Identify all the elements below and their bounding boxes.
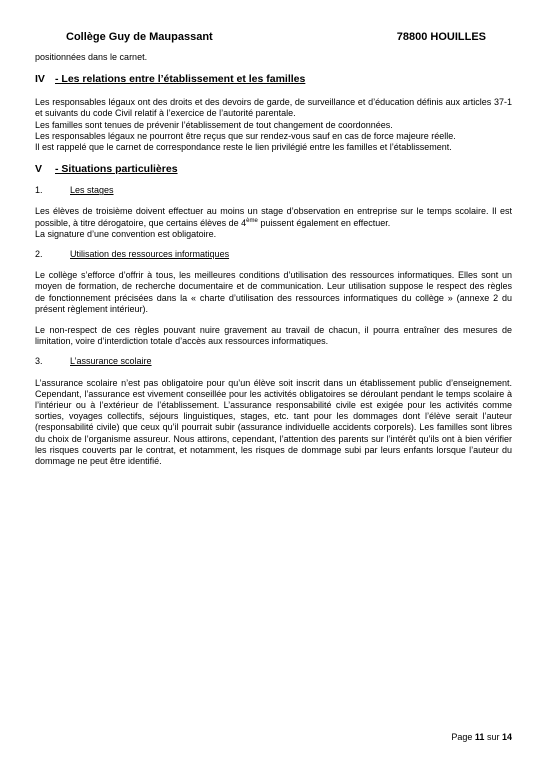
it-paragraph: Le collège s’efforce d’offrir à tous, les meilleures conditions d’utilisation des ressources informatiques. Elles sont un moyen de formation, de recherche documentaire et de communication. Leur utilisation suppose le respect des règles de fonctionnement précisées dans la « charte d’utilisation des ressources informatiques du collège » (annexe 2 du présent règlement intérieur). <box>35 270 512 314</box>
page-word: Page <box>451 732 473 742</box>
subsection-number: 3. <box>35 356 43 367</box>
school-name: Collège Guy de Maupassant <box>66 31 213 43</box>
subsection-2-title <box>35 249 512 260</box>
section-iv-paragraph: Il est rappelé que le carnet de correspondance reste le lien privilégié entre les familles et l’établissement. <box>35 142 452 153</box>
stages-convention-line: La signature d’une convention est obligatoire. <box>35 228 217 239</box>
school-city: 78800 HOUILLES <box>396 31 486 43</box>
stages-text: Les élèves de troisième doivent effectuer au moins un stage d’observation en entreprise sur le temps scolaire. Il est possible, à titre dérogatoire, que certains élèves de 4 <box>35 206 512 228</box>
subsection-1-title <box>35 185 512 196</box>
stages-text-end: puissent également en effectuer. <box>257 217 391 228</box>
section-iv-paragraph: Les responsables légaux ont des droits et des devoirs de garde, de surveillance et d’éducation définis aux articles 37-1 et suivants du code Civil relatif à l’exercice de l’autorité parentale. <box>35 97 512 119</box>
page-footer <box>0 732 512 742</box>
section-iv-paragraph: Les familles sont tenues de prévenir l’établissement de tout changement de coordonnées. <box>35 119 393 130</box>
section-v-title <box>35 163 512 176</box>
page-header <box>66 31 486 45</box>
page-total: 14 <box>501 732 512 742</box>
subsection-number: 2. <box>35 249 43 260</box>
section-iv-number: IV <box>35 73 45 86</box>
section-v-title-text: - Situations particulières <box>55 163 178 176</box>
it-paragraph: Le non-respect de ces règles pouvant nuire gravement au travail de chacun, il pourra entraîner des mesures de limitation, voire d’interdiction totale d’accès aux ressources informatiques. <box>35 325 512 347</box>
insurance-paragraph: L’assurance scolaire n’est pas obligatoire pour qu’un élève soit inscrit dans un établissement public d’enseignement. Cependant, l’assurance est vivement conseillée pour les activités obligatoires se déroulant pendant le temps scolaire à l’intérieur ou à l’extérieur de l’établissement. L’assurance responsabilité civile est exigée pour les activités comme sorties, voyages collectifs, séjours linguistiques, stages, etc. tant pour les dommages dont l’élève serait l’auteur (responsabilité civile) que ceux qu’il pourrait subir (assurance individuelle accidents corporels). Les familles sont libres du choix de l’organisme assureur. Nous attirons, cependant, l’attention des parents sur l’intérêt qu’ils ont à bien vérifier les risques couverts par le contrat, et notamment, les risques de dommage subi par leurs enfants lorsque l’auteur du dommage ne peut être identifié. <box>35 377 512 467</box>
subsection-number: 1. <box>35 185 43 196</box>
sur-word: sur <box>486 732 500 742</box>
section-v-number: V <box>35 163 43 176</box>
subsection-3-title <box>35 356 512 367</box>
section-iv-title <box>35 73 512 86</box>
subsection-label: L’assurance scolaire <box>70 356 152 367</box>
section-iv-title-text: - Les relations entre l’établissement et les familles <box>55 73 306 86</box>
stages-paragraph <box>35 206 512 228</box>
stages-superscript: ème <box>246 217 258 224</box>
subsection-label: Les stages <box>70 185 114 196</box>
document-body <box>35 52 512 467</box>
intro-line: positionnées dans le carnet. <box>35 52 148 62</box>
subsection-label: Utilisation des ressources informatiques <box>70 249 230 260</box>
page-current: 11 <box>474 732 485 742</box>
section-iv-paragraph: Les responsables légaux ne pourront être reçus que sur rendez-vous sauf en cas de force majeure réelle. <box>35 130 456 141</box>
